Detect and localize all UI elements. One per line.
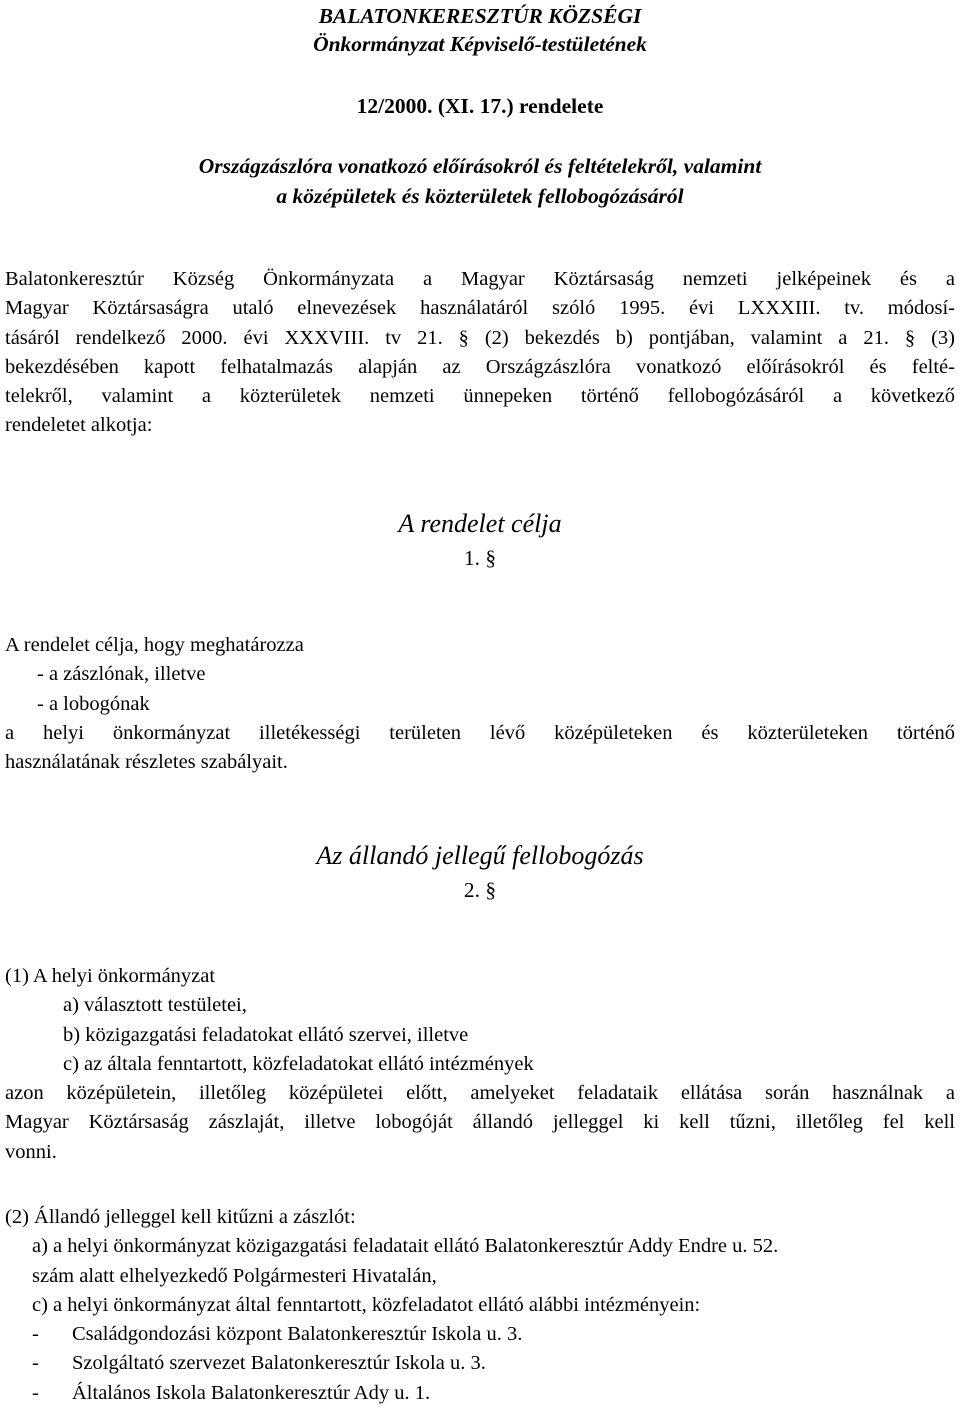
para1-intro: (1) A helyi önkormányzat xyxy=(5,965,216,987)
section1-item: - a zászlónak, illetve xyxy=(37,663,206,686)
para2-item-a-cont: szám alatt elhelyezkedő Polgármesteri Hivatalán, xyxy=(32,1264,437,1287)
decree-title-line2: a középületek és közterületek fellobogózásáról xyxy=(276,184,684,208)
institution-list-item xyxy=(5,1379,955,1408)
council-name: BALATONKERESZTÚR KÖZSÉGI xyxy=(318,4,642,28)
preamble-line: tásáról rendelkező 2000. évi XXXVIII. tv 21. § (2) bekezdés b) pontjában, valamint a 21. § (3) xyxy=(5,326,955,349)
section2-para2 xyxy=(5,1203,955,1408)
para1-text: azon középületein, illetőleg középületei előtt, amelyeket feladataik ellátása során használnak a xyxy=(5,1082,955,1105)
section1-intro: A rendelet célja, hogy meghatározza xyxy=(5,634,304,656)
preamble-line: rendeletet alkotja: xyxy=(5,414,153,437)
preamble-line: Balatonkeresztúr Község Önkormányzata a Magyar Köztársaság nemzeti jelképeinek és a xyxy=(5,268,955,290)
para2-intro: (2) Állandó jelleggel kell kitűzni a zászlót: xyxy=(5,1206,356,1228)
institution-list-item xyxy=(5,1320,955,1349)
para1-item-c: c) az általa fenntartott, közfeladatokat ellátó intézmények xyxy=(63,1052,534,1075)
council-body: Önkormányzat Képviselő-testületének xyxy=(313,32,647,56)
decree-number: 12/2000. (XI. 17.) rendelete xyxy=(356,94,604,118)
list-marker: - xyxy=(32,1381,39,1404)
preamble-line: Magyar Köztársaságra utaló elnevezések használatáról szóló 1995. évi LXXXIII. tv. módosí- xyxy=(5,297,955,320)
para1-item-a: a) választott testületei, xyxy=(63,994,247,1017)
list-marker: - xyxy=(32,1352,39,1375)
para2-item-c: c) a helyi önkormányzat által fenntartott, közfeladatot ellátó alábbi intézményein: xyxy=(32,1293,701,1316)
para1-item-b: b) közigazgatási feladatokat ellátó szervei, illetve xyxy=(63,1023,469,1046)
section1-body xyxy=(5,631,955,777)
section2-number: 2. § xyxy=(463,878,497,902)
institution-name: Általános Iskola Balatonkeresztúr Ady u. 1. xyxy=(72,1381,431,1404)
section2-title: Az állandó jellegű fellobogózás xyxy=(316,841,644,870)
decree-title-line1: Országzászlóra vonatkozó előírásokról és feltételekről, valamint xyxy=(198,154,762,178)
section2-para1 xyxy=(5,962,955,1167)
para2-item-a: a) a helyi önkormányzat közigazgatási feladatait ellátó Balatonkeresztúr Addy Endre u. 52. xyxy=(32,1235,779,1258)
preamble xyxy=(5,265,955,441)
institution-name: Családgondozási központ Balatonkeresztúr Iskola u. 3. xyxy=(72,1323,523,1346)
section1-title: A rendelet célja xyxy=(398,509,562,538)
institution-list-item xyxy=(5,1349,955,1378)
para1-text: vonni. xyxy=(5,1140,57,1163)
para1-text: Magyar Köztársaság zászlaját, illetve lobogóját állandó jelleggel ki kell tűzni, illetőleg fel kell xyxy=(5,1111,955,1134)
preamble-line: bekezdésében kapott felhatalmazás alapján az Országzászlóra vonatkozó előírásokról és felté- xyxy=(5,355,955,378)
section1-item: - a lobogónak xyxy=(37,692,150,715)
institution-name: Szolgáltató szervezet Balatonkeresztúr Iskola u. 3. xyxy=(72,1352,486,1375)
section1-number: 1. § xyxy=(463,546,497,570)
list-marker: - xyxy=(32,1323,39,1346)
preamble-line: telekről, valamint a közterületek nemzeti ünnepeken történő fellobogózásáról a következő xyxy=(5,385,955,408)
section1-text: a helyi önkormányzat illetékességi területen lévő középületeken és közterületeken történő xyxy=(5,721,955,744)
section1-text: használatának részletes szabályait. xyxy=(5,751,288,774)
